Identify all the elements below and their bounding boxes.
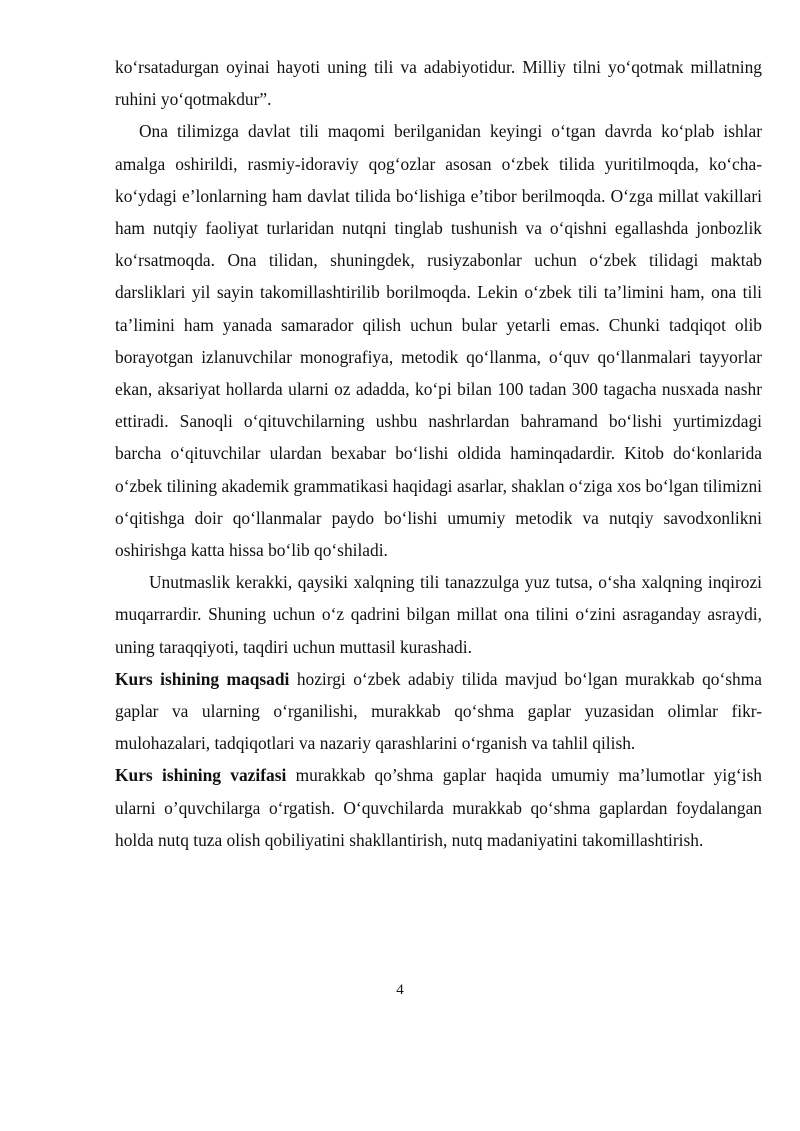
paragraph-state-language xyxy=(115,115,762,566)
page-number: 4 xyxy=(396,982,404,998)
course-task-heading: Kurs ishining vazifasi xyxy=(115,765,287,786)
paragraph-text: murakkab qo’shma gaplar haqida umumiy ma’lumotlar yig‘ish ularni o’quvchilarga o‘rgatish. O‘quvchilarda murakkab qo‘shma gaplardan foydalangan holda nutq tuza olish qobiliyatini shakllantirish, nutq madaniyatini takomillashtirish. xyxy=(115,765,762,850)
paragraph-remember xyxy=(115,566,762,663)
document-body xyxy=(115,51,762,856)
paragraph-text: hozirgi o‘zbek adabiy tilida mavjud bo‘lgan murakkab qo‘shma gaplar va ularning o‘rganilishi, murakkab qo‘shma gaplar yuzasidan olimlar fikr-mulohazalari, tadqiqotlari va nazariy qarashlarini o‘rganish va tahlil qilish. xyxy=(115,668,762,754)
course-goal-heading: Kurs ishining maqsadi xyxy=(115,668,290,689)
paragraph-text: Ona tilimizga davlat tili maqomi berilganidan keyingi o‘tgan davrda ko‘plab ishlar amalga oshirildi, rasmiy-idoraviy qog‘ozlar asosan o‘zbek tilida yuritilmoqda, ko‘cha-ko‘ydagi e’lonlarning ham davlat tilida bo‘lishiga e’tibor berilmoqda. O‘zga millat vakillari ham nutqiy faoliyat turlaridan nutqni tinglab tushunish va o‘qishni egallashda jonbozlik ko‘rsatmoqda. Ona tilidan, shuningdek, rusiyzabonlar uchun o‘zbek tilidagi maktab darsliklari yil sayin takomillashtirilib borilmoqda. Lekin o‘zbek tili ta’limini ham, ona tili ta’limini ham yanada samarador qilish uchun bular yetarli emas. Chunki tadqiqot olib borayotgan izlanuvchilar monografiya, metodik qo‘llanma, o‘quv qo‘llanmalari tayyorlar ekan, aksariyat hollarda ularni oz adadda, ko‘pi bilan 100 tadan 300 tagacha nusxada nashr ettiradi. Sanoqli o‘qituvchilarning ushbu nashrlardan bahramand bo‘lishi yurtimizdagi barcha o‘qituvchilar ulardan bexabar bo‘lishi oldida haminqadardir. Kitob do‘konlarida o‘zbek tilining akademik grammatikasi haqidagi asarlar, shaklan o‘ziga xos bo‘lgan tilimizni o‘qitishga doir qo‘llanmalar paydo bo‘lishi umumiy metodik va nutqiy savodxonlikni oshirishga katta hissa bo‘lib qo‘shiladi. xyxy=(115,121,762,561)
paragraph-course-task xyxy=(115,759,762,856)
paragraph-text: ko‘rsatadurgan oyinai hayoti uning tili va adabiyotidur. Milliy tilni yo‘qotmak millatning ruhini yo‘qotmakdur”. xyxy=(115,57,762,110)
paragraph-text: Unutmaslik kerakki, qaysiki xalqning tili tanazzulga yuz tutsa, o‘sha xalqning inqirozi muqarrardir. Shuning uchun o‘z qadrini bilgan millat ona tilini o‘zini asraganday asraydi, uning taraqqiyoti, taqdiri uchun muttasil kurashadi. xyxy=(115,572,762,657)
paragraph-course-goal xyxy=(115,663,762,760)
paragraph-continuation xyxy=(115,51,762,115)
